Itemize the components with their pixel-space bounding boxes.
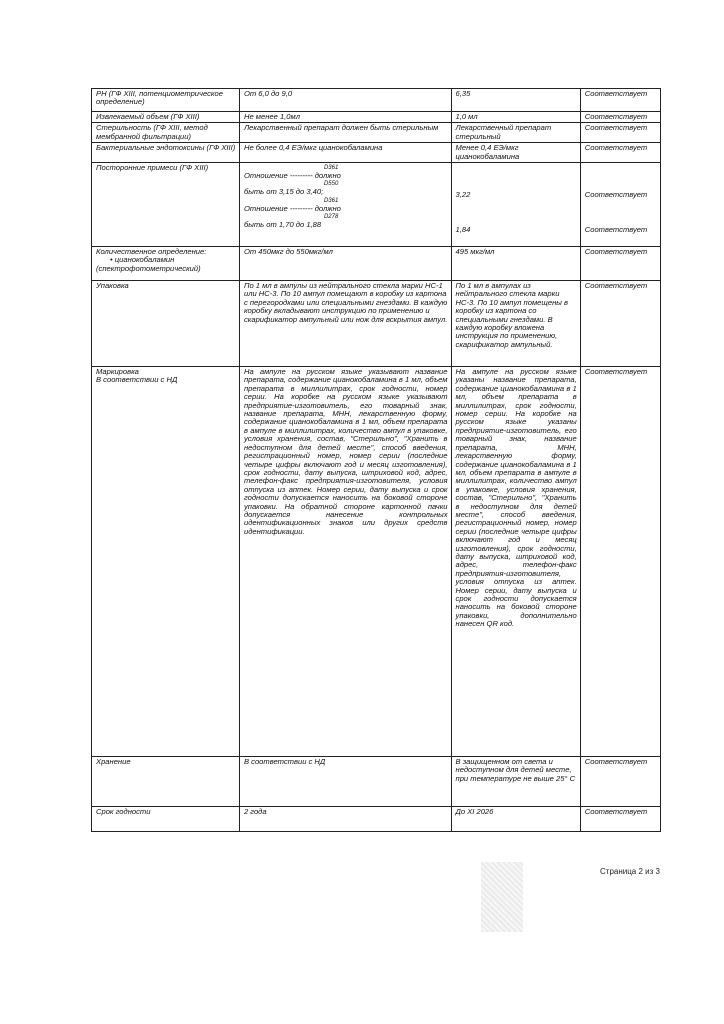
verdict-cell: Соответствует bbox=[580, 807, 660, 832]
norm-cell: 2 года bbox=[239, 807, 451, 832]
result-cell: Лекарственный препарат стерильный bbox=[451, 123, 580, 143]
norm-cell: От 6,0 до 9,0 bbox=[239, 89, 451, 112]
verdict-cell: Соответствует bbox=[580, 143, 660, 163]
result-cell: На ампуле на русском языке указаны название препарата, содержание цианокобаламина в 1 мл, объем препарата в миллилитрах, срок годности, номер серии. На коробке на русском языке указаны предприятие-изготовитель, его товарный знак, название препарата, МНН, лекарственную форму, содержание цианокобаламина в 1 мл, объем препарата в ампуле в миллилитрах, количество ампул в упаковке, условия хранения, состав, "Стерильно", "Хранить в недоступном для детей месте", способ введения, регистрационный номер, номер серии (последние четыре цифры включают год и месяц изготовления), срок годности, дату выпуска, штриховой код, адрес, телефон-факс предприятия-изготовителя, условия отпуска из аптек. Номер серии, дату выпуска и срок годности допускается наносить на боковой стороне упаковки, дополнительно нанесен QR код. bbox=[451, 367, 580, 757]
specification-table bbox=[91, 88, 661, 832]
result-cell: 1,0 мл bbox=[451, 112, 580, 123]
table-row bbox=[92, 112, 661, 123]
page-number: Страница 2 из 3 bbox=[600, 867, 660, 876]
param-bullet: • цианокобаламин bbox=[110, 255, 175, 265]
param-cell: РН (ГФ XIII, потенциометрическое определение) bbox=[92, 89, 240, 112]
ratio-label: Отношение --------- должно bbox=[243, 171, 341, 181]
table-row bbox=[92, 757, 661, 807]
table-row bbox=[92, 123, 661, 143]
result-cell: До XI 2026 bbox=[451, 807, 580, 832]
ratio-numerator: D361 bbox=[323, 197, 339, 204]
param-cell: Срок годности bbox=[92, 807, 240, 832]
verdict-cell: Соответствует bbox=[580, 367, 660, 757]
result-cell: 6,35 bbox=[451, 89, 580, 112]
table-row bbox=[92, 89, 661, 112]
result-value: 3,22 bbox=[455, 190, 471, 200]
table-row bbox=[92, 163, 661, 247]
param-cell bbox=[92, 247, 240, 281]
norm-cell: От 450мкг до 550мкг/мл bbox=[239, 247, 451, 281]
ratio-numerator: D361 bbox=[323, 165, 339, 172]
param-bullet-text: цианокобаламин bbox=[114, 255, 175, 265]
table-row bbox=[92, 281, 661, 367]
verdict-cell: Соответствует bbox=[580, 247, 660, 281]
table-row bbox=[92, 367, 661, 757]
verdict-cell bbox=[580, 163, 660, 247]
param-cell: Хранение bbox=[92, 757, 240, 807]
result-cell bbox=[451, 163, 580, 247]
ratio-denominator: D278 bbox=[323, 214, 339, 221]
stamp-mark bbox=[481, 862, 523, 932]
param-cell: Упаковка bbox=[92, 281, 240, 367]
norm-cell: Не более 0,4 ЕЭ/мкг цианокобаламина bbox=[239, 143, 451, 163]
result-cell: В защищенном от света и недоступном для детей месте, при температуре не выше 25° С bbox=[451, 757, 580, 807]
norm-cell: Не менее 1,0мл bbox=[239, 112, 451, 123]
verdict-cell: Соответствует bbox=[580, 112, 660, 123]
ratio-denominator: D550 bbox=[323, 181, 339, 188]
param-line: Количественное определение: bbox=[96, 247, 207, 257]
param-cell: Стерильность (ГФ XIII, метод мембранной фильтрации) bbox=[92, 123, 240, 143]
norm-cell: Лекарственный препарат должен быть стерильным bbox=[239, 123, 451, 143]
ratio-range: быть от 1,70 до 1,88 bbox=[243, 220, 322, 230]
norm-cell: На ампуле на русском языке указывают название препарата, содержание цианокобаламина в 1 мл, объем препарата в миллилитрах, срок годности, номер серии. На коробке на русском языке указывают предприятие-изготовитель, его товарный знак, название препарата, МНН, лекарственную форму, содержание цианокобаламина в 1 мл, объем препарата в ампуле в миллилитрах, количество ампул в упаковке, условия хранения, состав, "Стерильно", "Хранить в недоступном для детей месте", способ введения, регистрационный номер, номер серии (последние четыре цифры включают год и месяц изготовления), срок годности, дату выпуска, штриховой код, адрес, телефон-факс предприятия-изготовителя, условия отпуска из аптек. Номер серии, дату выпуска и срок годности допускается наносить на боковой стороне упаковки. На обратной стороне картонной пачки допускается нанесение контрольных идентификационных знаков или других средств идентификации. bbox=[239, 367, 451, 757]
table-row bbox=[92, 807, 661, 832]
verdict-cell: Соответствует bbox=[580, 89, 660, 112]
table-row bbox=[92, 143, 661, 163]
norm-cell bbox=[239, 163, 451, 247]
ratio-range: быть от 3,15 до 3,40; bbox=[243, 187, 324, 197]
param-line: В соответствии с НД bbox=[96, 375, 178, 385]
ratio-label: Отношение --------- должно bbox=[243, 203, 341, 213]
param-cell: Извлекаемый объем (ГФ XIII) bbox=[92, 112, 240, 123]
verdict-value: Соответствует bbox=[584, 190, 648, 200]
verdict-value: Соответствует bbox=[584, 225, 648, 235]
norm-cell: В соответствии с НД bbox=[239, 757, 451, 807]
verdict-cell: Соответствует bbox=[580, 123, 660, 143]
param-line: Маркировка bbox=[96, 367, 139, 377]
result-cell: Менее 0,4 ЕЭ/мкг цианокобаламина bbox=[451, 143, 580, 163]
table-row bbox=[92, 247, 661, 281]
result-cell: По 1 мл в ампулах из нейтрального стекла марки НС-3. По 10 ампул помещены в коробку из картона со специальными гнездами. В каждую коробку вложена инструкция по применению, скарификатор ампульный. bbox=[451, 281, 580, 367]
verdict-cell: Соответствует bbox=[580, 281, 660, 367]
param-cell: Бактериальные эндотоксины (ГФ XIII) bbox=[92, 143, 240, 163]
result-cell: 495 мкг/мл bbox=[451, 247, 580, 281]
param-cell: Посторонние примеси (ГФ XIII) bbox=[92, 163, 240, 247]
verdict-cell: Соответствует bbox=[580, 757, 660, 807]
norm-cell: По 1 мл в ампулы из нейтрального стекла марки НС-1 или НС-3. По 10 ампул помещают в коробку из картона с перегородками или специальными гнездами. В каждую коробку вкладывают инструкцию по применению и скарификатор ампульный или нож для вскрытия ампул. bbox=[239, 281, 451, 367]
result-value: 1,84 bbox=[455, 225, 471, 235]
param-line: (спектрофотометрический) bbox=[96, 263, 201, 273]
param-cell bbox=[92, 367, 240, 757]
